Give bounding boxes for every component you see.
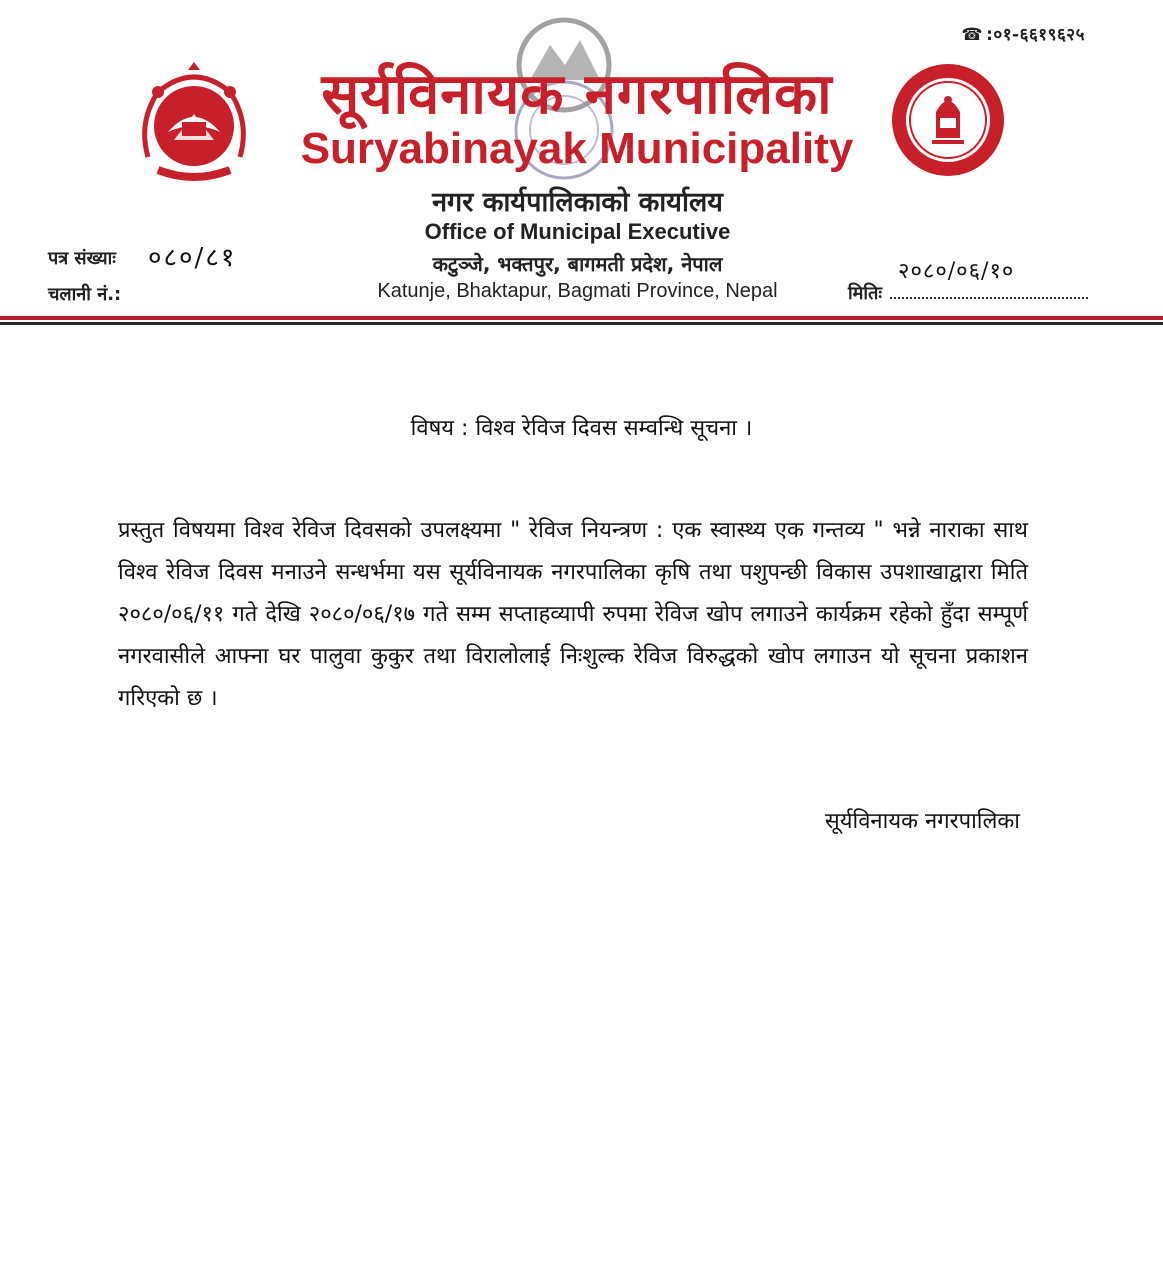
- letter-number-label: पत्र संख्याः: [48, 248, 116, 269]
- municipality-seal-logo: [888, 60, 1008, 180]
- municipality-title-nepali: सूर्यविनायक नगरपालिका: [321, 62, 833, 127]
- date-label: मितिः: [848, 283, 882, 304]
- notice-body: प्रस्तुत विषयमा विश्व रेविज दिवसको उपलक्ष्यमा " रेविज नियन्त्रण : एक स्वास्थ्य एक गन्तव्य " भन्ने नाराका साथ विश्व रेविज दिवस मनाउने सन्धर्भमा यस सूर्यविनायक नगरपालिका कृषि तथा पशुपन्छी विकास उपशाखाद्वारा मिति २०८०/०६/११ गते देखि २०८०/०६/१७ गते सम्म सप्ताहव्यापी रुपमा रेविज खोप लगाउने कार्यक्रम रहेको हुँदा सम्पूर्ण नगरवासीले आफ्ना घर पालुवा कुकुर तथा विरालोलाई निःशुल्क रेविज विरुद्धको खोप लगाउन यो सूचना प्रकाशन गरिएको छ ।: [118, 518, 1028, 711]
- phone-number: [961, 22, 1085, 45]
- signature-block: सूर्यविनायक नगरपालिका: [824, 809, 1020, 834]
- phone-text: :०१-६६१९६२५: [986, 25, 1085, 45]
- dispatch-number-label: चलानी नं.:: [48, 284, 122, 305]
- office-name-nepali: नगर कार्यपालिकाको कार्यालय: [432, 187, 723, 218]
- address-nepali: कटुञ्जे, भक्तपुर, बागमती प्रदेश, नेपाल: [432, 252, 723, 276]
- letter-number-value: ०८०/८१: [148, 243, 237, 273]
- date-dotted-line: [890, 283, 1088, 299]
- date-value: २०८०/०६/१०: [898, 259, 1015, 284]
- header-divider-black: [0, 322, 1163, 325]
- nepal-emblem-logo: [128, 62, 260, 192]
- notice-subject: विषय : विश्व रेविज दिवस सम्वन्धि सूचना ।: [410, 416, 753, 441]
- header-divider-red: [0, 316, 1163, 320]
- address-english: Katunje, Bhaktapur, Bagmati Province, Nepal: [377, 280, 778, 302]
- office-name-english: Office of Municipal Executive: [424, 219, 731, 244]
- municipality-title-english: Suryabinayak Municipality: [300, 124, 854, 173]
- phone-icon: ☎: [961, 25, 984, 45]
